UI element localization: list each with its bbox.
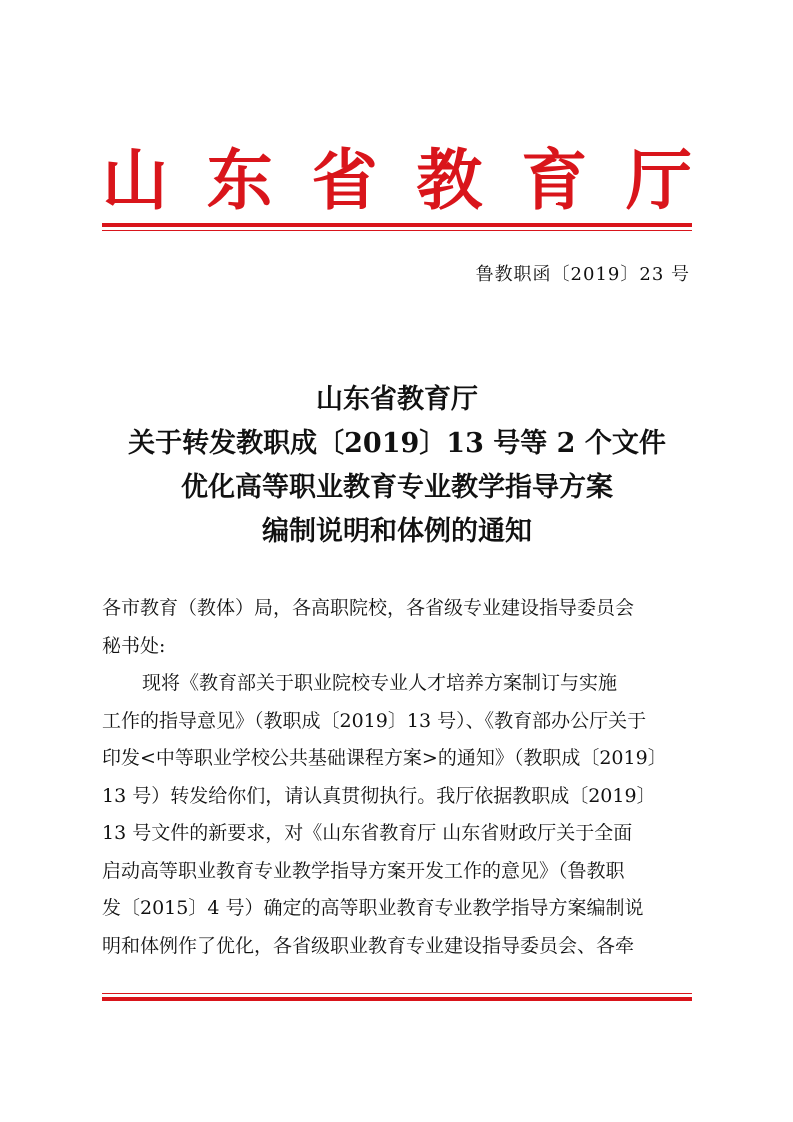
document-body <box>102 590 692 965</box>
footer-divider-thin <box>102 993 692 994</box>
body-line: 明和体例作了优化，各省级职业教育专业建设指导委员会、各牵 <box>102 934 635 957</box>
footer-divider-thick <box>102 997 692 1001</box>
body-line: 印发<中等职业学校公共基础课程方案>的通知》（教职成〔2019〕 <box>102 747 667 769</box>
title-line: 优化高等职业教育专业教学指导方案 <box>181 472 613 503</box>
masthead-char: 教 <box>416 141 483 219</box>
body-line: 启动高等职业教育专业教学指导方案开发工作的意见》（鲁教职 <box>102 859 625 882</box>
body-line: 13 号文件的新要求，对《山东省教育厅 山东省财政厅关于全面 <box>102 822 633 844</box>
document-number: 鲁教职函〔2019〕23 号 <box>475 264 690 285</box>
header-divider-thin <box>102 230 692 231</box>
masthead-char: 省 <box>311 141 378 219</box>
masthead-char: 山 <box>102 141 168 219</box>
title-line: 关于转发教职成〔2019〕13 号等 2 个文件 <box>128 428 666 459</box>
body-line: 发〔2015〕4 号）确定的高等职业教育专业教学指导方案编制说 <box>102 897 644 919</box>
title-line: 山东省教育厅 <box>316 384 478 415</box>
addressee-line: 秘书处: <box>102 634 166 657</box>
masthead-char: 育 <box>521 141 588 219</box>
body-line: 13 号）转发给你们，请认真贯彻执行。我厅依据教职成〔2019〕 <box>102 784 656 807</box>
masthead-char: 东 <box>206 141 273 219</box>
body-line: 现将《教育部关于职业院校专业人才培养方案制订与实施 <box>142 672 618 694</box>
addressee-line: 各市教育（教体）局，各高职院校，各省级专业建设指导委员会 <box>102 597 635 619</box>
masthead-char: 厅 <box>625 141 692 219</box>
header-divider-thick <box>102 223 692 227</box>
body-line: 工作的指导意见》（教职成〔2019〕13 号）、《教育部办公厅关于 <box>102 709 647 732</box>
title-line: 编制说明和体例的通知 <box>262 516 532 547</box>
document-title <box>102 378 692 554</box>
issuer-masthead <box>102 140 692 220</box>
